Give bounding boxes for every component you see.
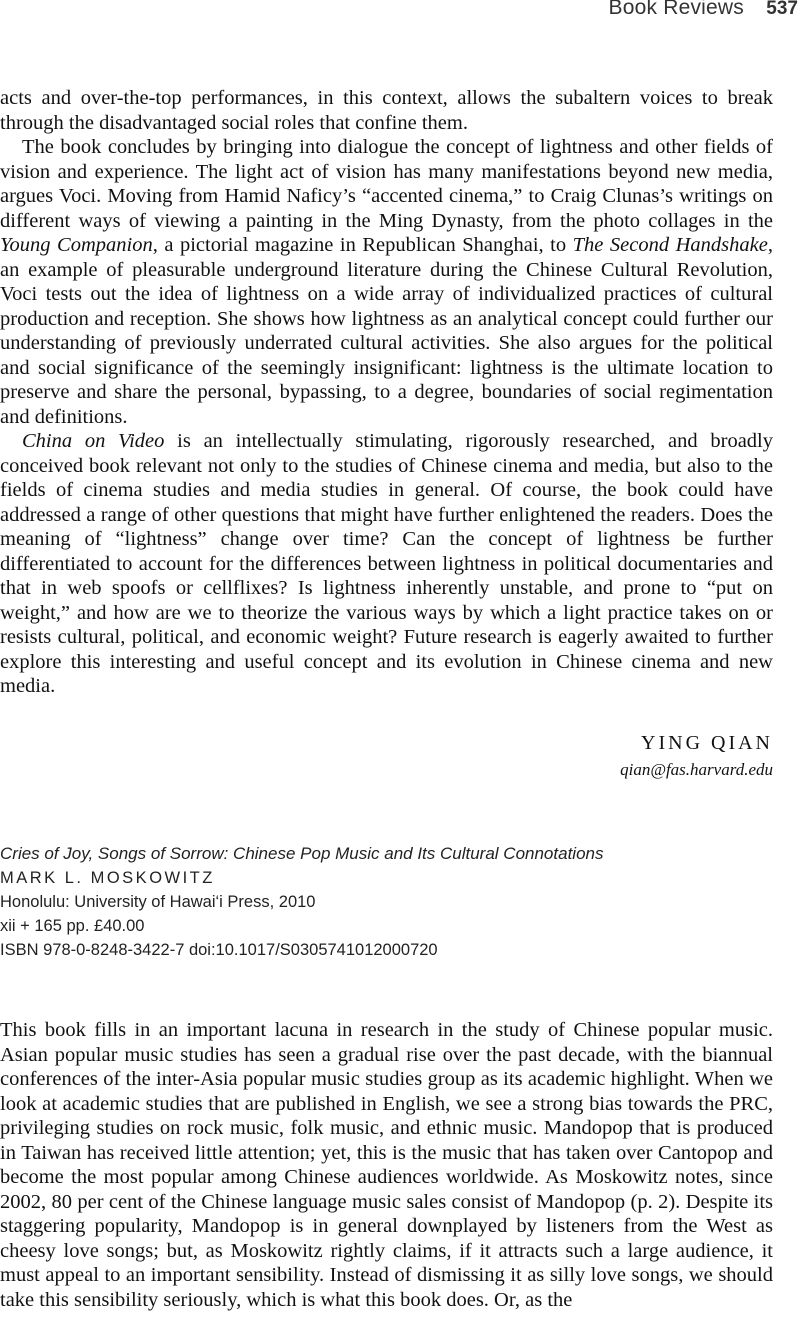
review-two-body bbox=[0, 1018, 773, 1312]
book-publisher: Honolulu: University of Hawai‘i Press, 2010 bbox=[0, 893, 316, 911]
reviewer-email: qian@fas.harvard.edu bbox=[620, 760, 773, 779]
book-title: Cries of Joy, Songs of Sorrow: Chinese Pop Music and Its Cultural Connotations bbox=[0, 844, 604, 863]
running-title: Book Reviews bbox=[608, 0, 744, 19]
cited-title-young-companion: Young Companion bbox=[0, 234, 153, 256]
book-pages-price: xii + 165 pp. £40.00 bbox=[0, 917, 145, 935]
cited-title-second-handshake: The Second Handshake bbox=[572, 234, 768, 256]
review-one-paragraph-1: acts and over-the-top performances, in this context, allows the subaltern voices to break through the disadvantaged social roles that confine them. bbox=[0, 87, 773, 134]
review-one-body bbox=[0, 86, 773, 699]
review-two-paragraph-1: This book fills in an important lacuna in research in the study of Chinese popular music. Asian popular music studies has seen a gradual rise over the past decade, with the biannual conferences of the inter-Asia popular music studies group as its academic highlight. When we look at academic studies that are published in English, we see a strong bias towards the PRC, privileging studies on rock music, folk music, and ethnic music. Mandopop that is produced in Taiwan has received little attention; yet, this is the music that has taken over Cantopop and become the most popular among Chinese audiences worldwide. As Moskowitz notes, since 2002, 80 per cent of the Chinese language music sales consist of Mandopop (p. 2). Despite its staggering popularity, Mandopop is in general downplayed by listeners from the West as cheesy love songs; but, as Moskowitz rightly claims, if it attracts such a large audience, it must appeal to an important sensibility. Instead of dismissing it as silly love songs, we should take this sensibility seriously, which is what this book does. Or, as the bbox=[0, 1019, 773, 1311]
review-one-paragraph-2: The book concludes by bringing into dialogue the concept of lightness and other fields of vision and experience. The light act of vision has many manifestations beyond new media, argues Voci. Moving from Hamid Naficy’s “accented cinema,” to Craig Clunas’s writings on different ways of viewing a painting in the Ming Dynasty, from the photo collages in the Young Companion, a pictorial magazine in Republican Shanghai, to The Second Handshake, an example of pleasurable underground literature during the Chinese Cultural Revolution, Voci tests out the idea of lightness on a wide array of individualized practices of cultural production and reception. She shows how lightness as an analytical concept could further our understanding of previously underrated cultural activities. She also argues for the political and social significance of the seemingly insignificant: lightness is the ultimate location to preserve and share the personal, bypassing, to a degree, boundaries of social regimentation and definitions. bbox=[0, 136, 773, 428]
cited-title-china-on-video: China on Video bbox=[22, 430, 165, 452]
reviewer-name: YING QIAN bbox=[641, 732, 773, 754]
book-author: MARK L. MOSKOWITZ bbox=[0, 869, 215, 887]
page-number: 537 bbox=[766, 0, 798, 19]
book-isbn-doi: ISBN 978-0-8248-3422-7 doi:10.1017/S0305741012000720 bbox=[0, 941, 438, 959]
review-one-paragraph-3: China on Video is an intellectually stimulating, rigorously researched, and broadly conceived book relevant not only to the studies of Chinese cinema and media, but also to the fields of cinema studies and media studies in general. Of course, the book could have addressed a range of other questions that might have further enlightened the readers. Does the meaning of “lightness” change over time? Can the concept of lightness be further differentiated to account for the differences between lightness in political documentaries and that in web spoofs or cellflixes? Is lightness inherently unstable, and prone to “put on weight,” and how are we to theorize the various ways by which a light practice takes on or resists cultural, political, and economic weight? Future research is eagerly awaited to further explore this interesting and useful concept and its evolution in Chinese cinema and new media. bbox=[0, 430, 773, 697]
book-metadata bbox=[0, 842, 790, 962]
page-header bbox=[0, 0, 800, 30]
